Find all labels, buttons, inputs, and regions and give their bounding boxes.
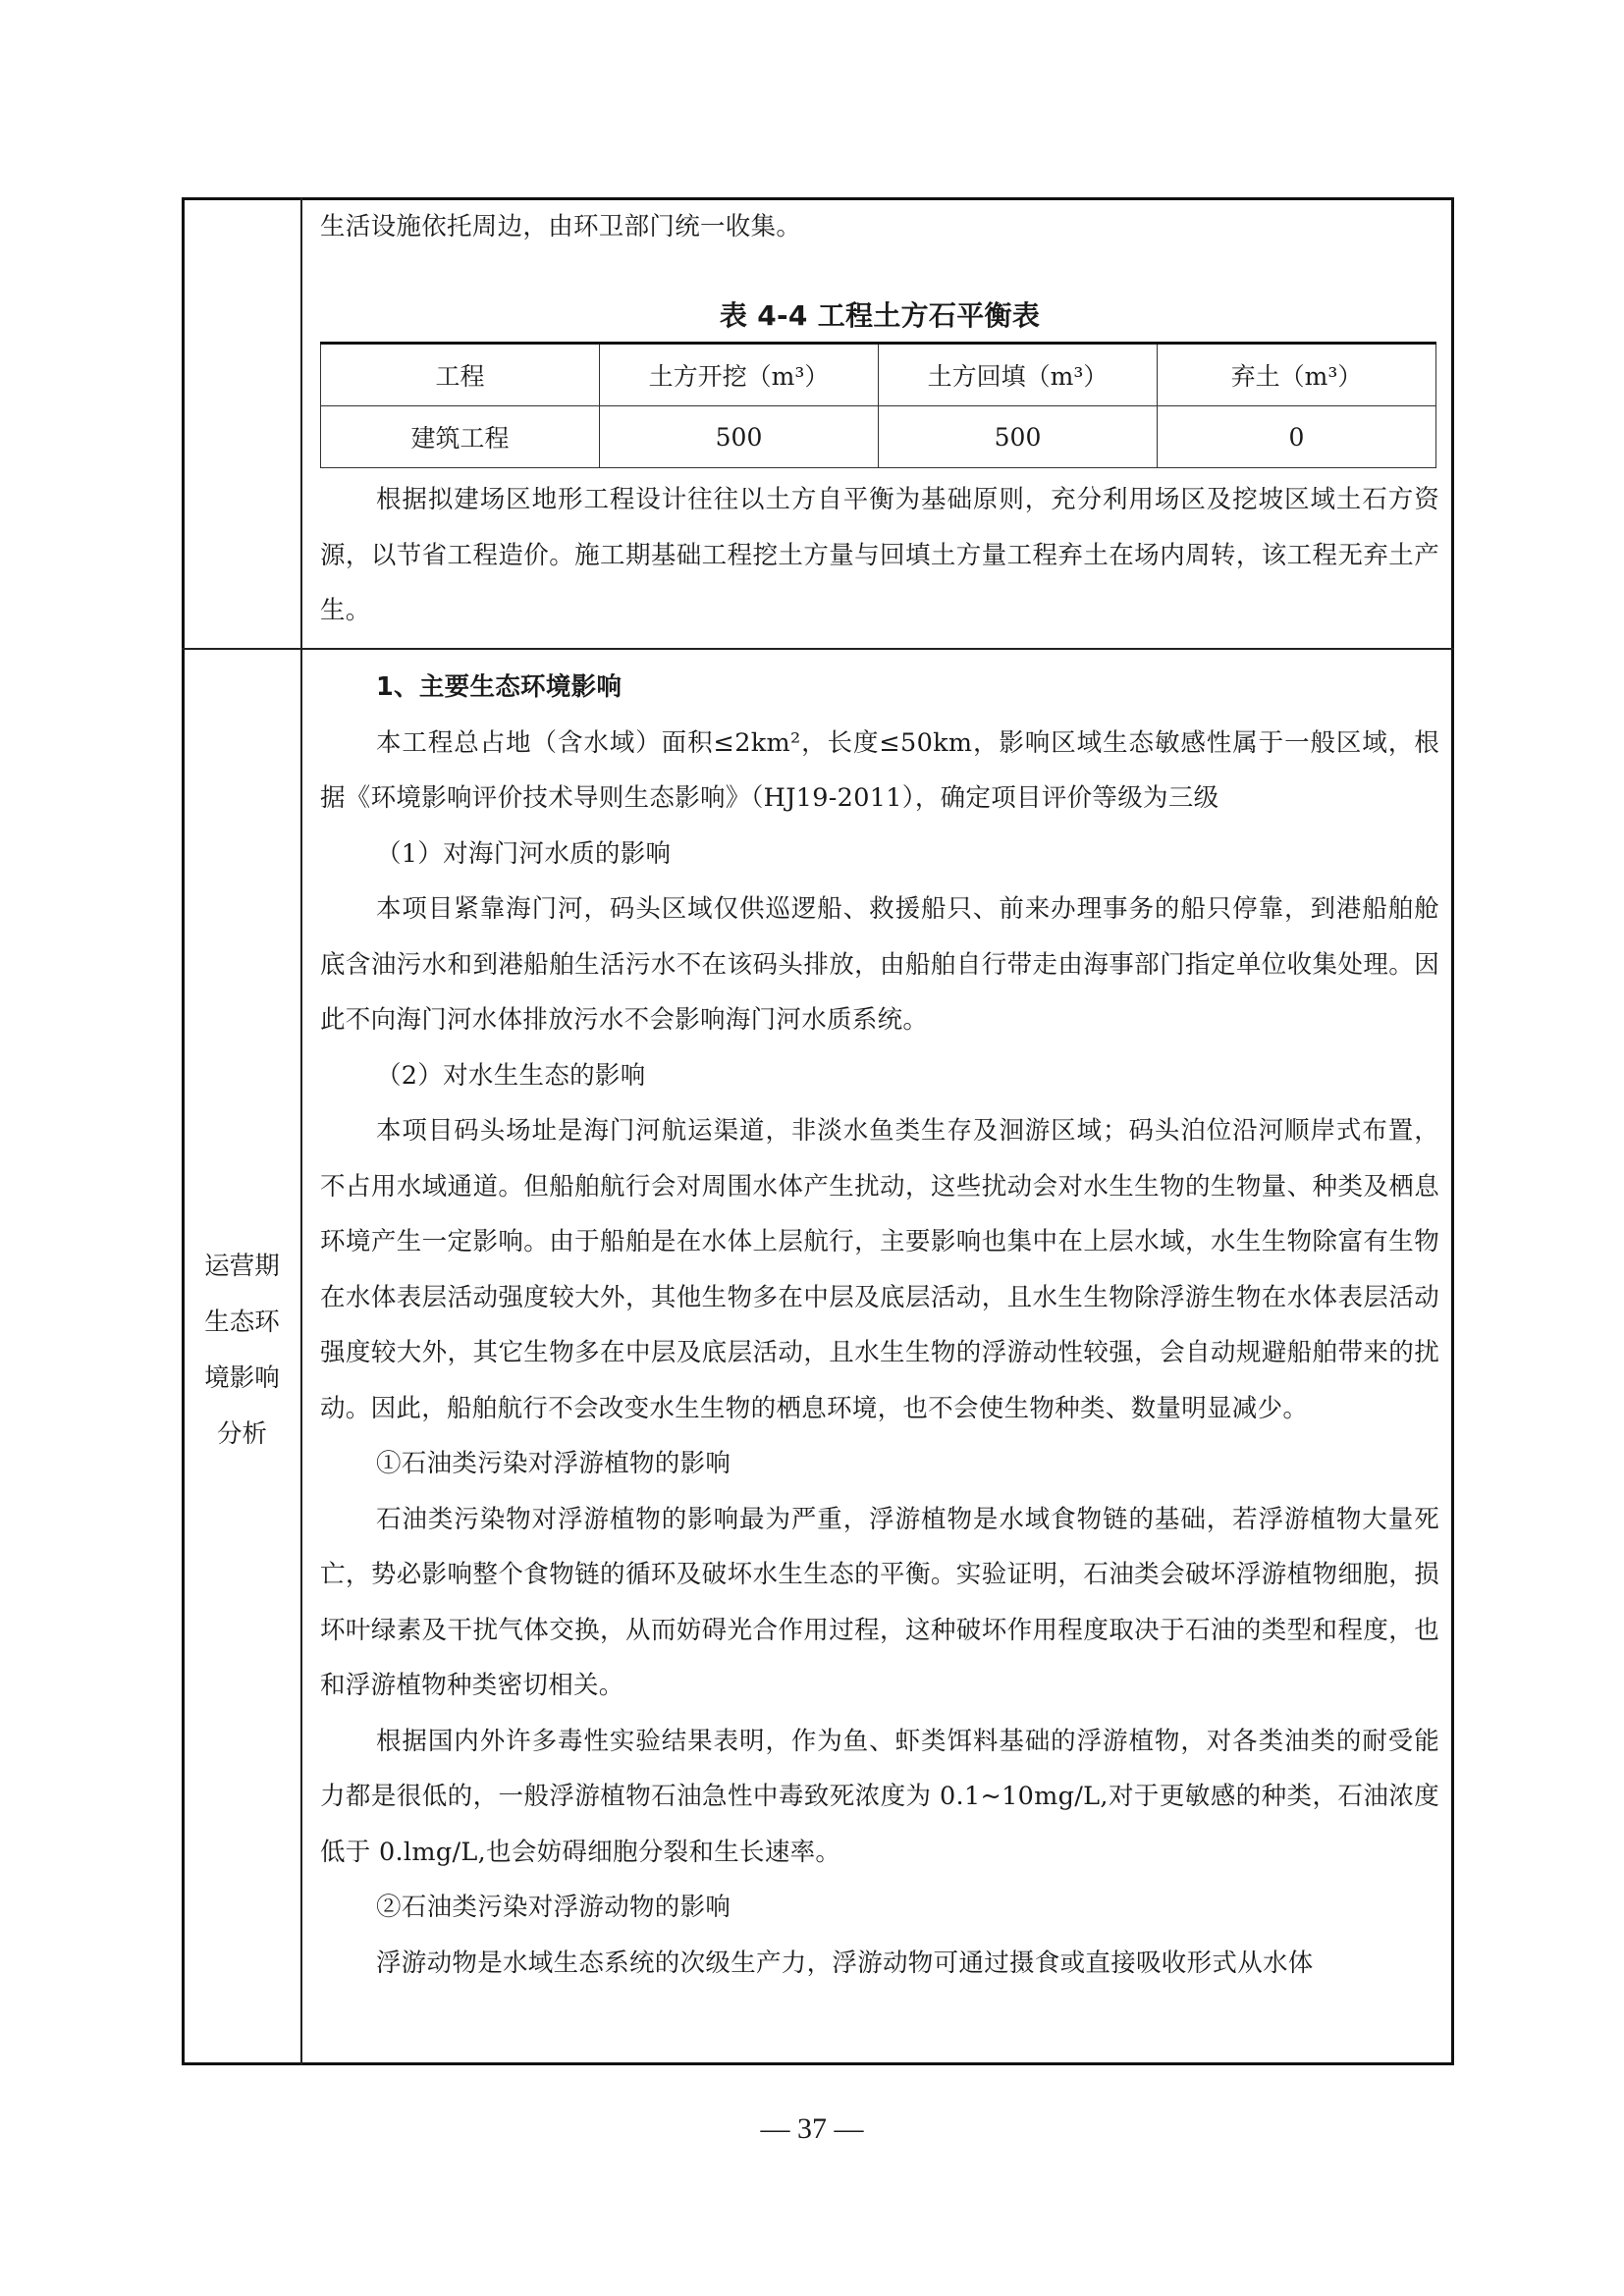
column-divider xyxy=(300,197,302,2065)
paragraph: 本项目码头场址是海门河航运渠道，非淡水鱼类生存及洄游区域；码头泊位沿河顺岸式布置，不占用水域通道。但船舶航行会对周围水体产生扰动，这些扰动会对水生生物的生物量、种类及栖息环境产生一定影响。由于船舶是在水体上层航行，主要影响也集中在上层水域，水生生物除富有生物在水体表层活动强度较大外，其他生物多在中层及底层活动，且水生生物除浮游生物在水体表层活动强度较大外，其它生物多在中层及底层活动，且水生生物的浮游动性较强，会自动规避船舶带来的扰动。因此，船舶航行不会改变水生生物的栖息环境，也不会使生物种类、数量明显减少。 xyxy=(320,1116,1439,1423)
row-divider xyxy=(182,648,1454,650)
side-label-line: 运营期 xyxy=(204,1252,280,1281)
side-label-line: 境影响 xyxy=(204,1363,280,1393)
table-caption: 表 4-4 工程土方石平衡表 xyxy=(719,299,1041,332)
table-cell: 建筑工程 xyxy=(321,406,600,468)
paragraph: 根据国内外许多毒性实验结果表明，作为鱼、虾类饵料基础的浮游植物，对各类油类的耐受能力都是很低的，一般浮游植物石油急性中毒致死浓度为 0.1~10mg/L,对于更敏感的种类，石油浓度低于 0.lmg/L,也会妨碍细胞分裂和生长速率。 xyxy=(320,1726,1439,1867)
side-label-line: 分析 xyxy=(216,1419,267,1449)
table-header-row xyxy=(321,344,1436,406)
paragraph: 浮游动物是水域生态系统的次级生产力，浮游动物可通过摄食或直接吸收形式从水体 xyxy=(376,1948,1314,1978)
header-cell: 土方回填（m³） xyxy=(879,344,1158,406)
line-facilities: 生活设施依托周边，由环卫部门统一收集。 xyxy=(320,212,802,241)
earthwork-paragraph: 根据拟建场区地形工程设计往往以土方自平衡为基础原则，充分利用场区及挖坡区域土石方资源，以节省工程造价。施工期基础工程挖土方量与回填土方量工程弃土在场内周转，该工程无弃土产生。 xyxy=(320,485,1439,625)
header-cell: 弃土（m³） xyxy=(1158,344,1436,406)
subheading: （2）对水生生态的影响 xyxy=(376,1060,646,1091)
page-number: — 37 — xyxy=(760,2112,864,2145)
paragraph: 石油类污染物对浮游植物的影响最为严重，浮游植物是水域食物链的基础，若浮游植物大量死亡，势必影响整个食物链的循环及破坏水生生态的平衡。实验证明，石油类会破坏浮游植物细胞，损坏叶绿素及干扰气体交换，从而妨碍光合作用过程，这种破坏作用程度取决于石油的类型和程度，也和浮游植物种类密切相关。 xyxy=(320,1504,1439,1700)
subheading: ①石油类污染对浮游植物的影响 xyxy=(376,1449,731,1478)
earthwork-paragraph-wrap xyxy=(320,472,1439,639)
subheading: ②石油类污染对浮游动物的影响 xyxy=(376,1893,731,1922)
table-cell: 500 xyxy=(879,406,1158,468)
header-cell: 土方开挖（m³） xyxy=(600,344,879,406)
ops-section xyxy=(320,660,1439,1991)
side-label-line: 生态环 xyxy=(204,1308,280,1337)
table-cell: 0 xyxy=(1158,406,1436,468)
earthwork-table xyxy=(320,342,1436,468)
subheading: （1）对海门河水质的影响 xyxy=(376,838,672,869)
paragraph: 本工程总占地（含水域）面积≤2km²，长度≤50km，影响区域生态敏感性属于一般区域，根据《环境影响评价技术导则生态影响》（HJ19-2011），确定项目评价等级为三级 xyxy=(320,727,1439,813)
table-row xyxy=(321,406,1436,468)
table-caption-wrap xyxy=(320,289,1439,345)
top-section xyxy=(320,199,1439,255)
side-label xyxy=(184,1239,300,1463)
paragraph: 本项目紧靠海门河，码头区域仅供巡逻船、救援船只、前来办理事务的船只停靠，到港船舶舱底含油污水和到港船舶生活污水不在该码头排放，由船舶自行带走由海事部门指定单位收集处理。因此不向海门河水体排放污水不会影响海门河水质系统。 xyxy=(320,894,1439,1035)
header-cell: 工程 xyxy=(321,344,600,406)
table-cell: 500 xyxy=(600,406,879,468)
section-heading: 1、主要生态环境影响 xyxy=(376,672,623,702)
